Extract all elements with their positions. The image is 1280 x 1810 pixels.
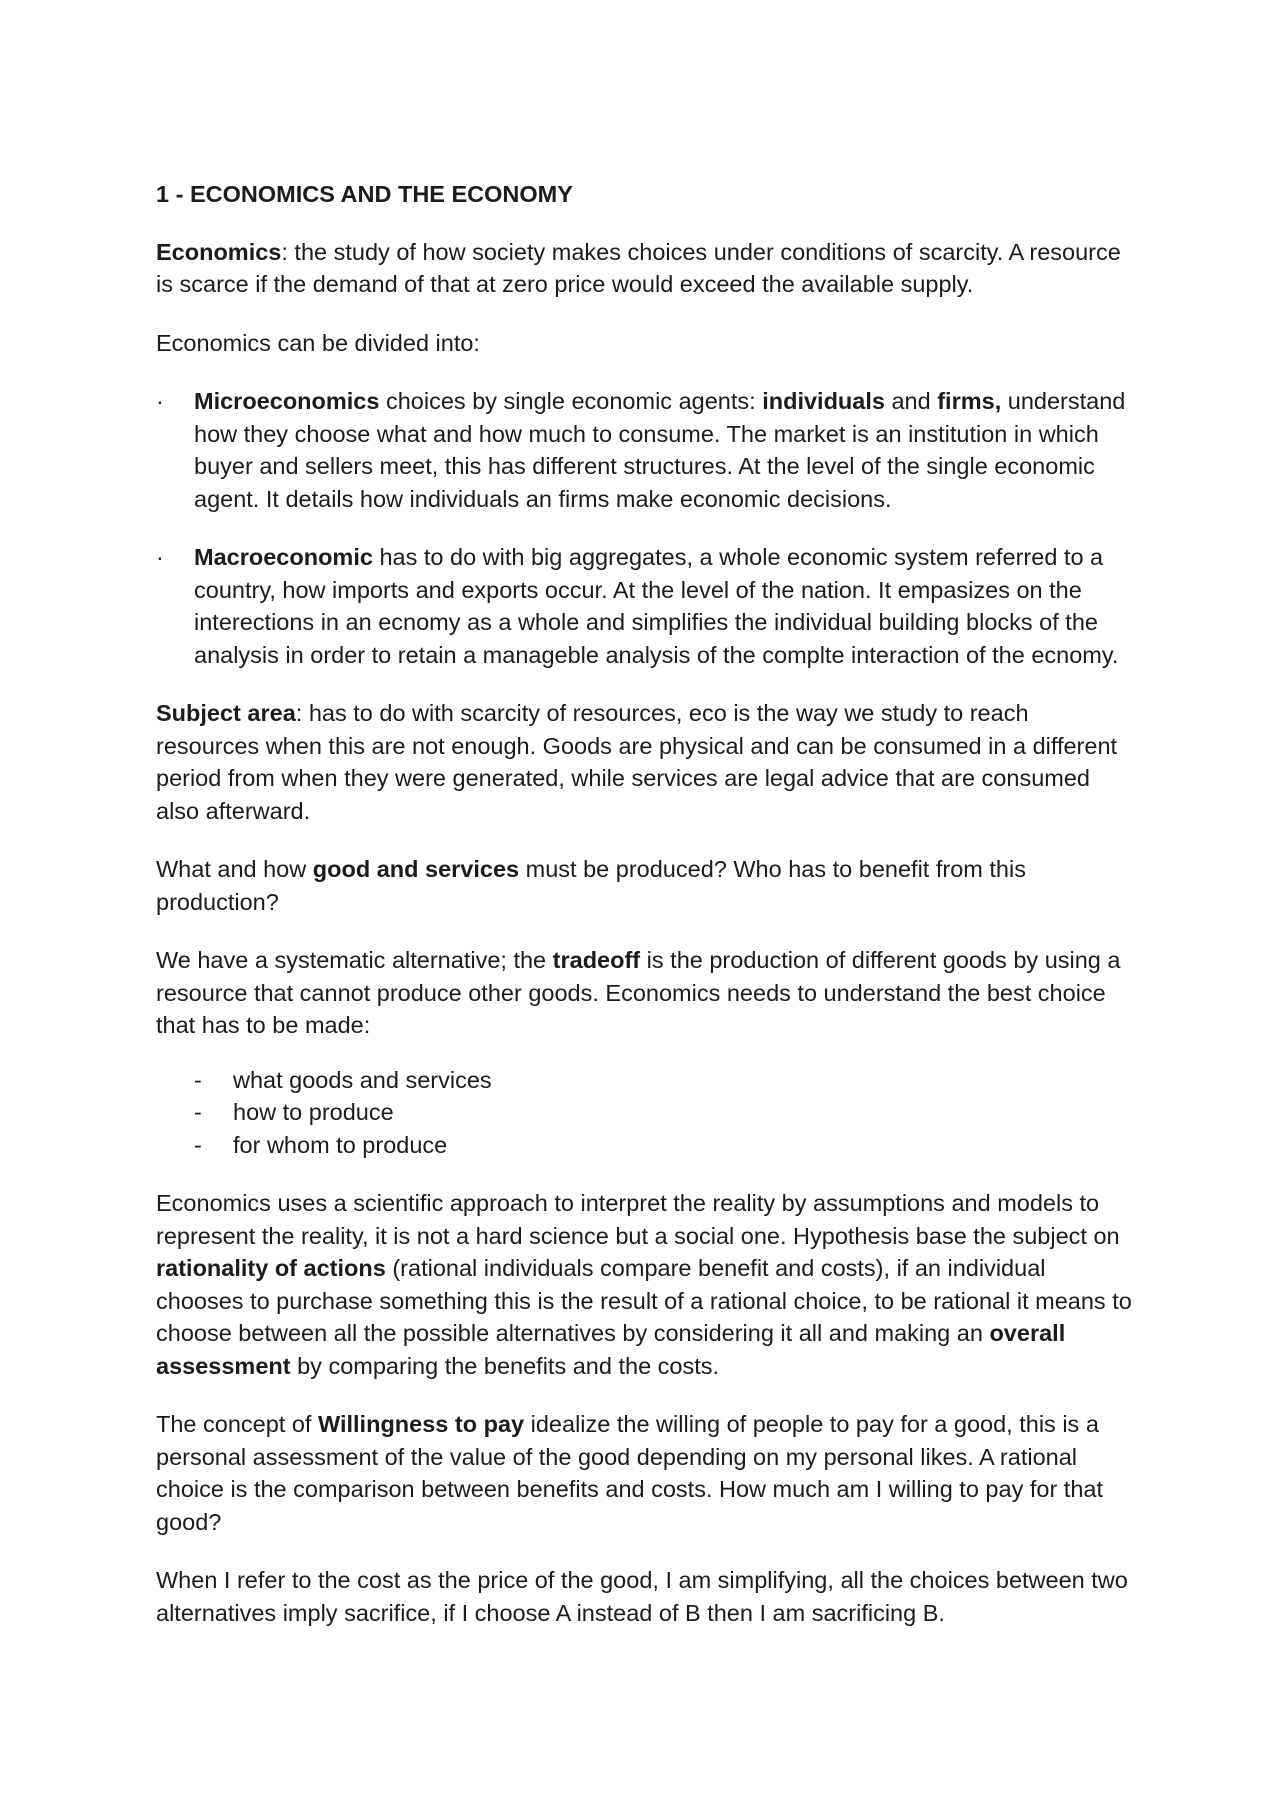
subject-area-term: Subject area (156, 700, 296, 726)
what-how-paragraph (156, 853, 1136, 918)
economics-definition-text: : the study of how society makes choices under conditions of scarcity. A resource is scarce if the demand of that at zero price would exceed the available supply. (156, 238, 1121, 297)
subject-area-paragraph (156, 697, 1136, 827)
willingness-text: The concept of (156, 1411, 318, 1437)
willingness-text: idealize the willing of people to pay for a good, this is a personal assessment of the value of the good depending on my personal likes. A rational choice is the comparison between benefits and costs. How much am I willing to pay for that good? (156, 1411, 1103, 1535)
macroeconomic-text: has to do with big aggregates, a whole economic system referred to a country, how imports and exports occur. At the level of the nation. It empasizes on the interections in an ecnomy as a whole and simplifies the individual building blocks of the analysis in order to retain a manageble analysis of the complte interaction of the ecnomy. (194, 544, 1119, 668)
economics-definition (156, 236, 1136, 301)
microeconomics-text: understand how they choose what and how much to consume. The market is an institution in which buyer and sellers meet, this has different structures. At the level of the single economic agent. It details how individuals an firms make economic decisions. (194, 388, 1126, 512)
scientific-paragraph (156, 1187, 1136, 1382)
what-how-text: What and how (156, 856, 313, 882)
good-and-services-term: good and services (312, 856, 520, 882)
overall-assessment-term: overall assessment (156, 1320, 1066, 1379)
list-item (156, 1064, 1136, 1097)
tradeoff-paragraph (156, 944, 1136, 1042)
economics-term: Economics (156, 238, 282, 265)
scientific-text: by comparing the benefits and the costs. (290, 1352, 720, 1379)
scientific-text: (rational individuals compare benefit and costs), if an individual chooses to purchase something this is the result of a rational choice, to be rational it means to choose between all the possible alternatives by considering it all and making an (156, 1255, 1132, 1346)
tradeoff-text: We have a systematic alternative; the (156, 947, 553, 973)
scientific-text: Economics uses a scientific approach to interpret the reality by assumptions and models to represent the reality, it is not a hard science but a social one. Hypothesis base the subject on (156, 1190, 1120, 1249)
dash-marker: - (194, 1066, 202, 1093)
tradeoff-term: tradeoff (552, 947, 641, 973)
rationality-term: rationality of actions (156, 1255, 386, 1281)
subject-area-text: : has to do with scarcity of resources, eco is the way we study to reach resources when this are not enough. Goods are physical and can be consumed in a different period from when they were generated, while services are legal advice that are consumed also afterward. (156, 700, 1118, 824)
firms-term: firms, (937, 388, 1002, 414)
list-item-text: for whom to produce (233, 1131, 448, 1158)
cost-paragraph: When I refer to the cost as the price of the good, I am simplifying, all the choices between two alternatives imply sacrifice, if I choose A instead of B then I am sacrificing B. (156, 1567, 1128, 1626)
bullet-marker: · (156, 388, 164, 414)
individuals-term: individuals (762, 388, 885, 414)
willingness-term: Willingness to pay (318, 1411, 525, 1437)
microeconomics-text: and (884, 388, 938, 414)
list-item (156, 1129, 1136, 1162)
tradeoff-text: is the production of different goods by using a resource that cannot produce other goods. Economics needs to understand the best choice that has to be made: (156, 947, 1121, 1038)
willingness-paragraph (156, 1408, 1136, 1538)
macroeconomic-bullet (156, 541, 1136, 671)
choices-list (156, 1064, 1136, 1162)
list-item-text: what goods and services (233, 1066, 492, 1093)
page-title: 1 - ECONOMICS AND THE ECONOMY (156, 181, 573, 207)
dash-marker: - (194, 1099, 202, 1125)
document-body (156, 178, 1136, 1655)
dash-marker: - (194, 1131, 202, 1158)
divided-intro: Economics can be divided into: (156, 329, 480, 356)
list-item-text: how to produce (233, 1099, 394, 1125)
what-how-text: must be produced? Who has to benefit from this production? (156, 856, 1026, 915)
list-item (156, 1096, 1136, 1129)
bullet-marker: · (156, 544, 164, 570)
macroeconomic-term: Macroeconomic (194, 544, 373, 570)
microeconomics-text: choices by single economic agents: (379, 388, 763, 414)
microeconomics-term: Microeconomics (194, 388, 380, 414)
microeconomics-bullet (156, 385, 1136, 515)
